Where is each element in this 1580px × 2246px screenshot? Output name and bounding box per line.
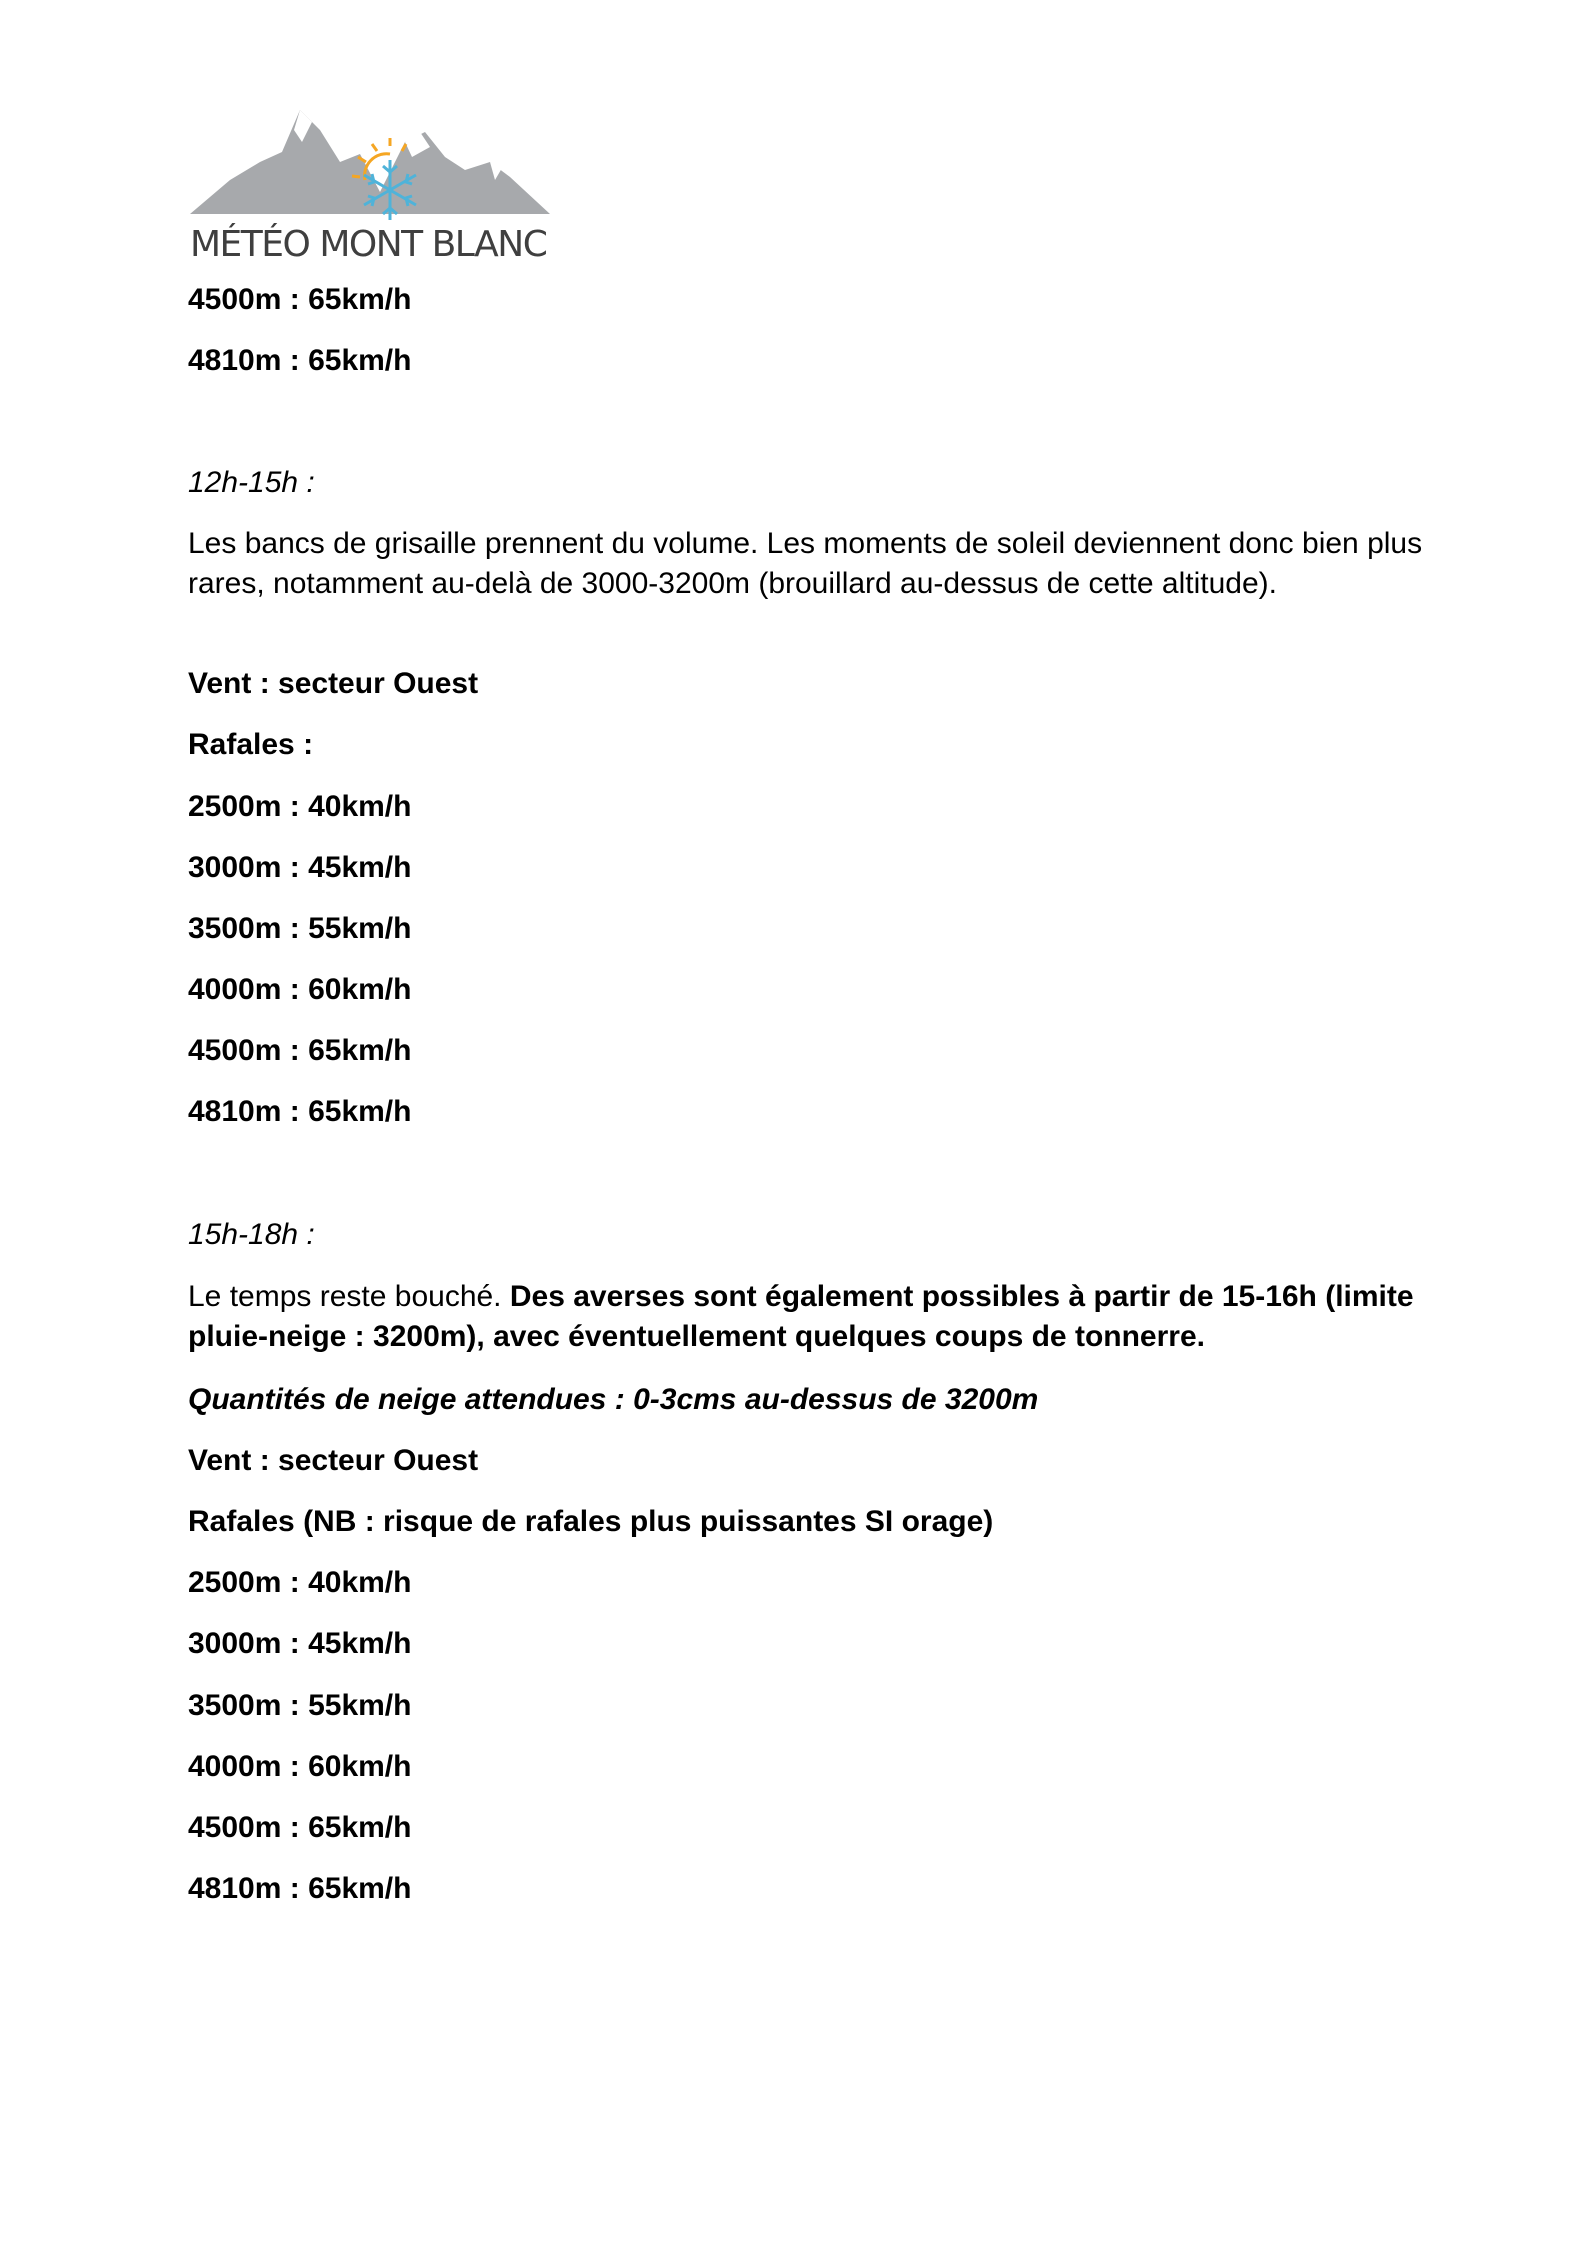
logo-text: MÉTÉO MONT BLANC [190,224,547,265]
gust-line: 3000m : 45km/h [188,851,412,884]
gust-line: 3000m : 45km/h [188,1627,412,1660]
gust-line: 4500m : 65km/h [188,1034,412,1067]
wind-direction: Vent : secteur Ouest [188,667,479,700]
gust-line: 4810m : 65km/h [188,1872,412,1905]
forecast-paragraph: Les bancs de grisaille prennent du volume. Les moments de soleil deviennent donc bien plus rares, notamment au-delà de 3000-3200m (brouillard au-dessus de cette altitude). [188,527,1423,600]
gusts-label: Rafales (NB : risque de rafales plus puissantes SI orage) [188,1505,994,1538]
forecast-text-normal: Le temps reste bouché. [188,1280,510,1313]
gust-line: 4500m : 65km/h [188,1811,412,1844]
logo [190,102,550,272]
gust-line: 2500m : 40km/h [188,790,412,823]
forecast-paragraph [188,1277,1428,1357]
forecast-text-bold: Des averses sont également possibles à partir de 15-16h (limite pluie-neige : 3200m), avec éventuellement quelques coups de tonnerre. [188,1280,1414,1353]
gust-line: 3500m : 55km/h [188,1689,412,1722]
gust-line: 4000m : 60km/h [188,973,412,1006]
gust-line: 2500m : 40km/h [188,1566,412,1599]
mountain-sun-snowflake-logo [190,102,550,232]
snow-quantity: Quantités de neige attendues : 0-3cms au-dessus de 3200m [188,1383,1039,1416]
gust-line: 4500m : 65km/h [188,283,412,316]
period-heading: 15h-18h : [188,1218,315,1251]
gusts-label: Rafales : [188,728,314,761]
gust-line: 4810m : 65km/h [188,1095,412,1128]
period-heading: 12h-15h : [188,466,315,499]
gust-line: 4000m : 60km/h [188,1750,412,1783]
wind-direction: Vent : secteur Ouest [188,1444,479,1477]
gust-line: 4810m : 65km/h [188,344,412,377]
gust-line: 3500m : 55km/h [188,912,412,945]
